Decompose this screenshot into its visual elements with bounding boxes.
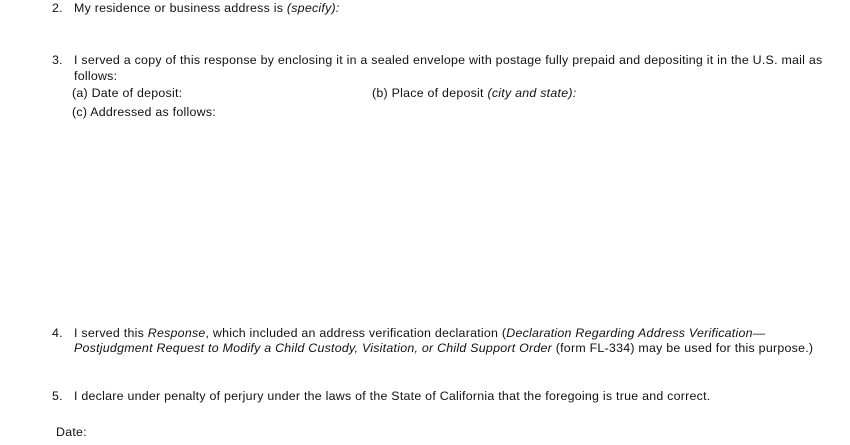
item-3-number: 3. [52, 53, 63, 67]
mail-service-statement: I served a copy of this response by enclosing it in a sealed envelope with postage fully prepaid and depositing it in the U.S. mail as [74, 53, 823, 67]
date-label: Date: [56, 425, 87, 439]
place-of-deposit-label: (b) Place of deposit (city and state): [372, 86, 577, 100]
addressed-as-follows-label: (c) Addressed as follows: [72, 105, 216, 119]
follows-label: follows: [74, 69, 118, 83]
item-2-number: 2. [52, 1, 63, 15]
address-verification-statement: I served this Response, which included an address verification declaration (Declaration Regarding Address Verification— [74, 326, 766, 340]
date-of-deposit-label: (a) Date of deposit: [72, 86, 183, 100]
city-state-label: (city and state): [487, 86, 577, 100]
perjury-declaration: I declare under penalty of perjury under the laws of the State of California that the foregoing is true and correct. [74, 389, 711, 403]
address-verification-statement-cont: Postjudgment Request to Modify a Child Custody, Visitation, or Child Support Order (form FL-334) may be used for this purpose.) [74, 341, 814, 355]
item-4-number: 4. [52, 326, 63, 340]
item-5-number: 5. [52, 389, 63, 403]
residence-address-label: My residence or business address is [74, 1, 284, 15]
specify-label: (specify): [286, 1, 340, 15]
form-title: Postjudgment Request to Modify a Child Custody, Visitation, or Child Support Order [74, 341, 553, 355]
